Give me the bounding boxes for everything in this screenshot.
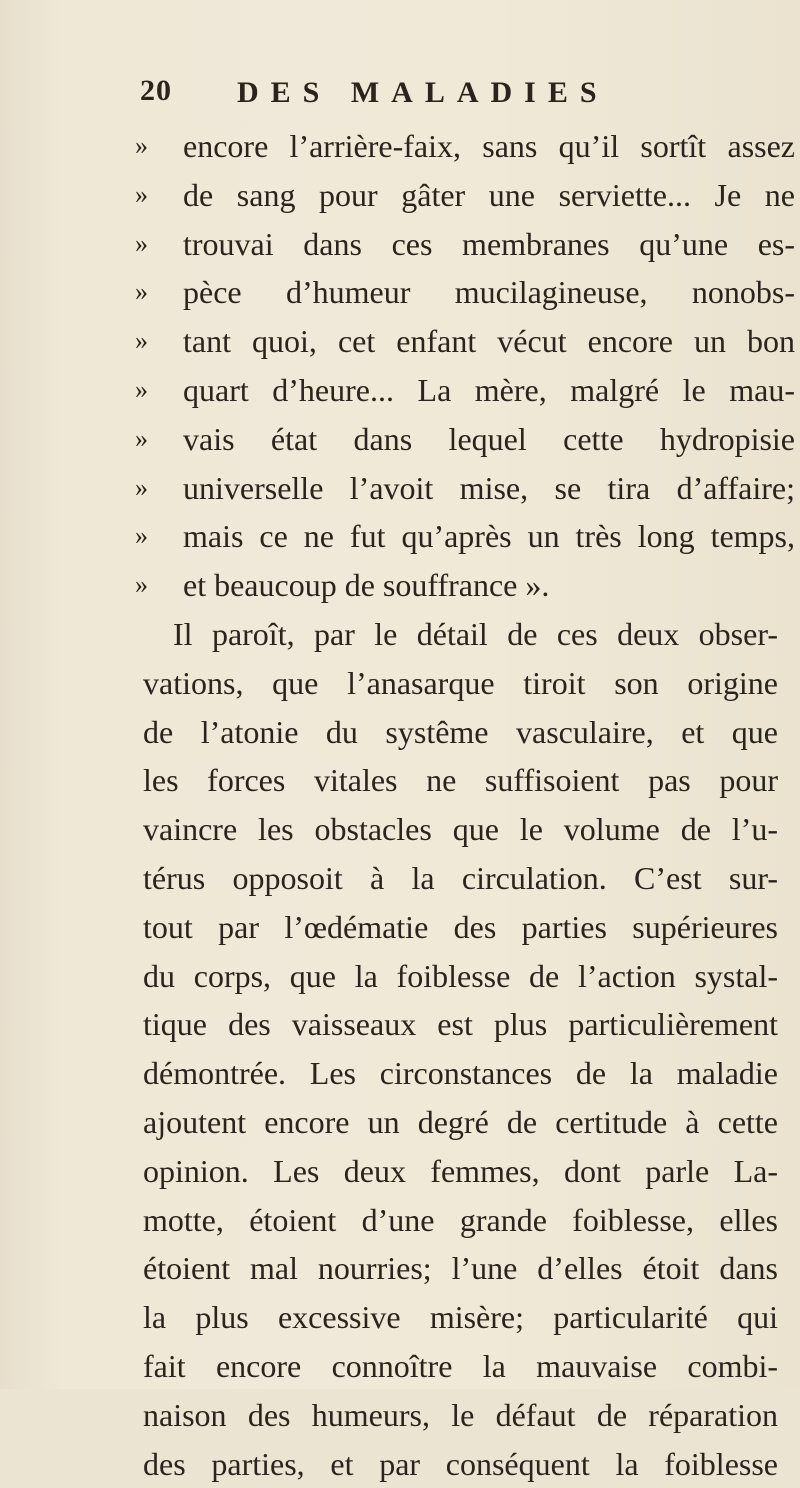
paragraph-line-text: motte, étoient d’une grande foiblesse, elles (143, 1201, 778, 1238)
paragraph-line-text: fait encore connoître la mauvaise combi- (143, 1347, 778, 1384)
quote-mark: » (135, 472, 148, 502)
paragraph-line (135, 854, 778, 903)
paragraph-line (135, 1196, 778, 1245)
quoted-line-text: trouvai dans ces membranes qu’une es- (183, 225, 795, 262)
paragraph-line-text: des parties, et par conséquent la foiblesse (143, 1445, 778, 1482)
paragraph-line-text: opinion. Les deux femmes, dont parle La- (143, 1152, 778, 1189)
paragraph-line (135, 1293, 778, 1342)
quoted-line (135, 561, 775, 610)
quoted-line (135, 512, 795, 561)
paragraph-line-text: démontrée. Les circonstances de la maladie (143, 1055, 778, 1092)
quoted-line-text: et beaucoup de souffrance ». (183, 567, 550, 604)
quoted-line (135, 317, 795, 366)
quote-mark: » (135, 228, 148, 258)
quoted-line-text: quart d’heure... La mère, malgré le mau- (183, 371, 795, 408)
paragraph-line (135, 1391, 778, 1440)
quote-mark: » (135, 326, 148, 356)
paragraph-line (135, 659, 778, 708)
running-head: DES MALADIES (237, 76, 609, 109)
paragraph-line (135, 708, 778, 757)
paragraph-line (135, 1342, 778, 1391)
paragraph-line (135, 903, 778, 952)
quote-mark: » (135, 570, 148, 600)
paragraph-line-text: ajoutent encore un degré de certitude à cette (143, 1103, 778, 1140)
paragraph-line (135, 1147, 778, 1196)
paragraph-line-text: térus opposoit à la circulation. C’est sur- (143, 859, 778, 896)
quoted-line-text: universelle l’avoit mise, se tira d’affaire; (183, 469, 795, 506)
paragraph-line-text: naison des humeurs, le défaut de réparation (143, 1396, 778, 1433)
quoted-line (135, 366, 795, 415)
quoted-line (135, 268, 795, 317)
quote-mark: » (135, 179, 148, 209)
body-text (135, 122, 795, 1488)
paragraph-line-text: vaincre les obstacles que le volume de l’u- (143, 811, 778, 848)
quoted-line (135, 220, 795, 269)
paragraph-line (135, 952, 778, 1001)
paragraph-line-text: tique des vaisseaux est plus particulièrement (143, 1006, 778, 1043)
paragraph-line-text: tout par l’œdématie des parties supérieures (143, 908, 778, 945)
quoted-line-text: tant quoi, cet enfant vécut encore un bon (183, 323, 795, 360)
paragraph-line-text: de l’atonie du systême vasculaire, et que (143, 713, 778, 750)
paragraph-line (135, 1244, 778, 1293)
quoted-line (135, 464, 795, 513)
paragraph-line-text: vations, que l’anasarque tiroit son origine (143, 664, 778, 701)
quoted-line-text: pèce d’humeur mucilagineuse, nonobs- (183, 274, 795, 311)
paragraph-line (135, 1000, 778, 1049)
quoted-line-text: vais état dans lequel cette hydropisie (183, 420, 795, 457)
page-header (140, 74, 660, 114)
paragraph-line-text: Il paroît, par le détail de ces deux obser- (173, 615, 778, 652)
paragraph-line (135, 756, 778, 805)
paragraph-line-text: la plus excessive misère; particularité qui (143, 1299, 778, 1336)
quoted-line-text: mais ce ne fut qu’après un très long temps, (183, 518, 795, 555)
quoted-line-text: encore l’arrière-faix, sans qu’il sortît assez (183, 128, 795, 164)
paragraph-line-text: étoient mal nourries; l’une d’elles étoit dans (143, 1250, 778, 1287)
paragraph-line-text: du corps, que la foiblesse de l’action systal- (143, 957, 778, 994)
paragraph-line (135, 1098, 778, 1147)
page-number: 20 (140, 74, 172, 107)
quote-mark: » (135, 131, 148, 160)
paragraph-line (135, 1049, 778, 1098)
paragraph-line (135, 610, 778, 659)
paragraph-line (135, 1440, 778, 1488)
paragraph-line (135, 805, 778, 854)
quote-mark: » (135, 521, 148, 551)
quoted-line-text: de sang pour gâter une serviette... Je ne (183, 176, 795, 213)
quoted-line (135, 415, 795, 464)
quoted-line (135, 171, 795, 220)
quote-mark: » (135, 277, 148, 307)
quote-mark: » (135, 374, 148, 404)
quoted-line (135, 122, 795, 171)
quote-mark: » (135, 423, 148, 453)
paragraph-line-text: les forces vitales ne suffisoient pas pour (143, 762, 778, 799)
